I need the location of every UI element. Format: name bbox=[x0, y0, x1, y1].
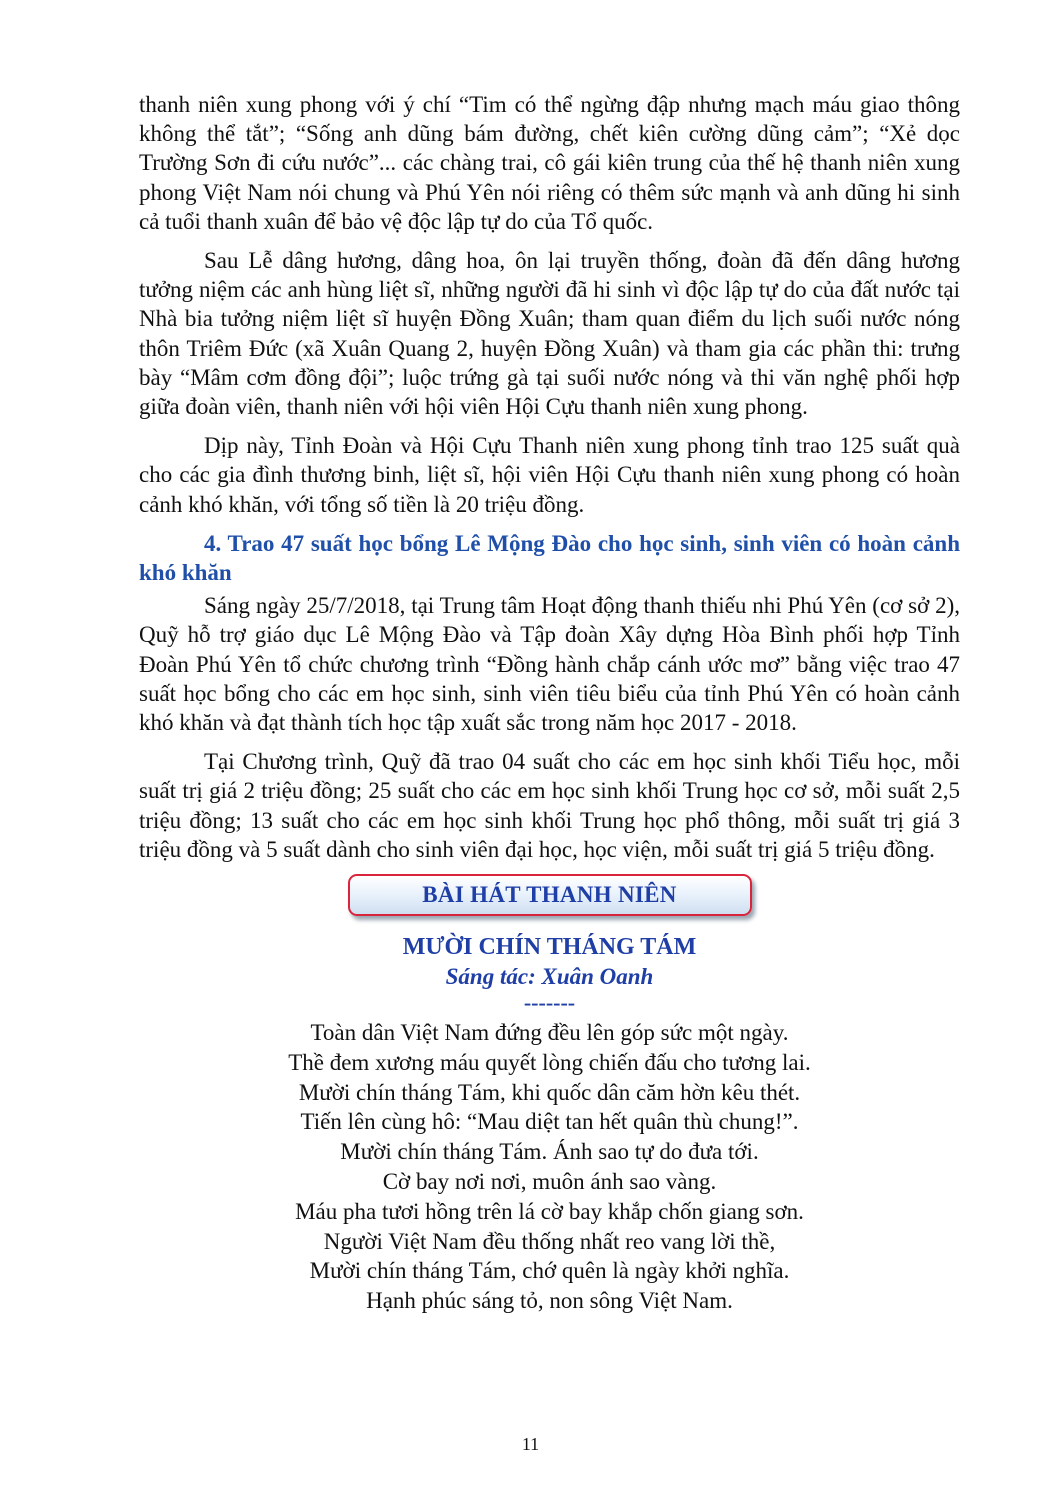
body-paragraph: Sau Lễ dâng hương, dâng hoa, ôn lại truyền thống, đoàn đã đến dâng hương tưởng niệm các anh hùng liệt sĩ, những người đã hi sinh vì độc lập tự do của đất nước tại Nhà bia tưởng niệm liệt sĩ huyện Đồng Xuân; tham quan điểm du lịch suối nước nóng thôn Triêm Đức (xã Xuân Quang 2, huyện Đồng Xuân) và tham gia các phần thi: trưng bày “Mâm cơm đồng đội”; luộc trứng gà tại suối nước nóng và thi văn nghệ phối hợp giữa đoàn viên, thanh niên với hội viên Hội Cựu thanh niên xung phong. bbox=[139, 248, 960, 420]
body-paragraph: Tại Chương trình, Quỹ đã trao 04 suất cho các em học sinh khối Tiểu học, mỗi suất trị giá 2 triệu đồng; 25 suất cho các em học sinh khối Trung học cơ sở, mỗi suất 2,5 triệu đồng; 13 suất cho các em học sinh khối Trung học phổ thông, mỗi suất trị giá 3 triệu đồng và 5 suất dành cho sinh viên đại học, học viện, mỗi suất trị giá 5 triệu đồng. bbox=[139, 749, 960, 862]
song-lyrics bbox=[139, 1018, 960, 1316]
lyric-line: Hạnh phúc sáng tỏ, non sông Việt Nam. bbox=[366, 1288, 733, 1314]
lyric-line: Người Việt Nam đều thống nhất reo vang lời thề, bbox=[323, 1228, 776, 1254]
lyric-line: Mười chín tháng Tám, chớ quên là ngày khởi nghĩa. bbox=[309, 1258, 790, 1284]
body-paragraph: Sáng ngày 25/7/2018, tại Trung tâm Hoạt động thanh thiếu nhi Phú Yên (cơ sở 2), Quỹ hỗ trợ giáo dục Lê Mộng Đào và Tập đoàn Xây dựng Hòa Bình phối hợp Tỉnh Đoàn Phú Yên tổ chức chương trình “Đồng hành chắp cánh ước mơ” bằng việc trao 47 suất học bổng cho các em học sinh, sinh viên tiêu biểu của tỉnh Phú Yên có hoàn cảnh khó khăn và đạt thành tích học tập xuất sắc trong năm học 2017 - 2018. bbox=[139, 593, 960, 736]
body-paragraph: Dịp này, Tỉnh Đoàn và Hội Cựu Thanh niên xung phong tỉnh trao 125 suất quà cho các gia đình thương binh, liệt sĩ, hội viên Hội Cựu thanh niên xung phong có hoàn cảnh khó khăn, với tổng số tiền là 20 triệu đồng. bbox=[139, 433, 960, 517]
song-title: MƯỜI CHÍN THÁNG TÁM bbox=[402, 934, 697, 961]
lyric-line: Cờ bay nơi nơi, muôn ánh sao vàng. bbox=[382, 1169, 717, 1195]
song-author: Sáng tác: Xuân Oanh bbox=[445, 964, 654, 990]
song-separator: ------- bbox=[523, 990, 576, 1016]
song-section-banner: BÀI HÁT THANH NIÊN bbox=[348, 874, 752, 916]
body-paragraph: thanh niên xung phong với ý chí “Tim có thể ngừng đập nhưng mạch máu giao thông không thể tắt”; “Sống anh dũng bám đường, chết kiên cường dũng cảm”; “Xẻ dọc Trường Sơn đi cứu nước”... các chàng trai, cô gái kiên trung của thế hệ thanh niên xung phong Việt Nam nói chung và Phú Yên nói riêng có thêm sức mạnh và anh dũng hi sinh cả tuổi thanh xuân để bảo vệ độc lập tự do của Tổ quốc. bbox=[139, 92, 960, 234]
lyric-line: Máu pha tươi hồng trên lá cờ bay khắp chốn giang sơn. bbox=[295, 1198, 804, 1224]
song-banner-container bbox=[139, 874, 960, 916]
page-number: 11 bbox=[521, 1434, 540, 1454]
lyric-line: Toàn dân Việt Nam đứng đều lên góp sức một ngày. bbox=[310, 1020, 789, 1046]
lyric-line: Mười chín tháng Tám. Ánh sao tự do đưa tới. bbox=[340, 1139, 759, 1165]
lyric-line: Tiến lên cùng hô: “Mau diệt tan hết quân thù chung!”. bbox=[300, 1109, 799, 1135]
lyric-line: Mười chín tháng Tám, khi quốc dân căm hờn kêu thét. bbox=[298, 1079, 801, 1105]
document-page bbox=[139, 90, 960, 1316]
lyric-line: Thề đem xương máu quyết lòng chiến đấu cho tương lai. bbox=[288, 1049, 811, 1075]
section-heading: 4. Trao 47 suất học bổng Lê Mộng Đào cho học sinh, sinh viên có hoàn cảnh khó khăn bbox=[139, 530, 960, 586]
